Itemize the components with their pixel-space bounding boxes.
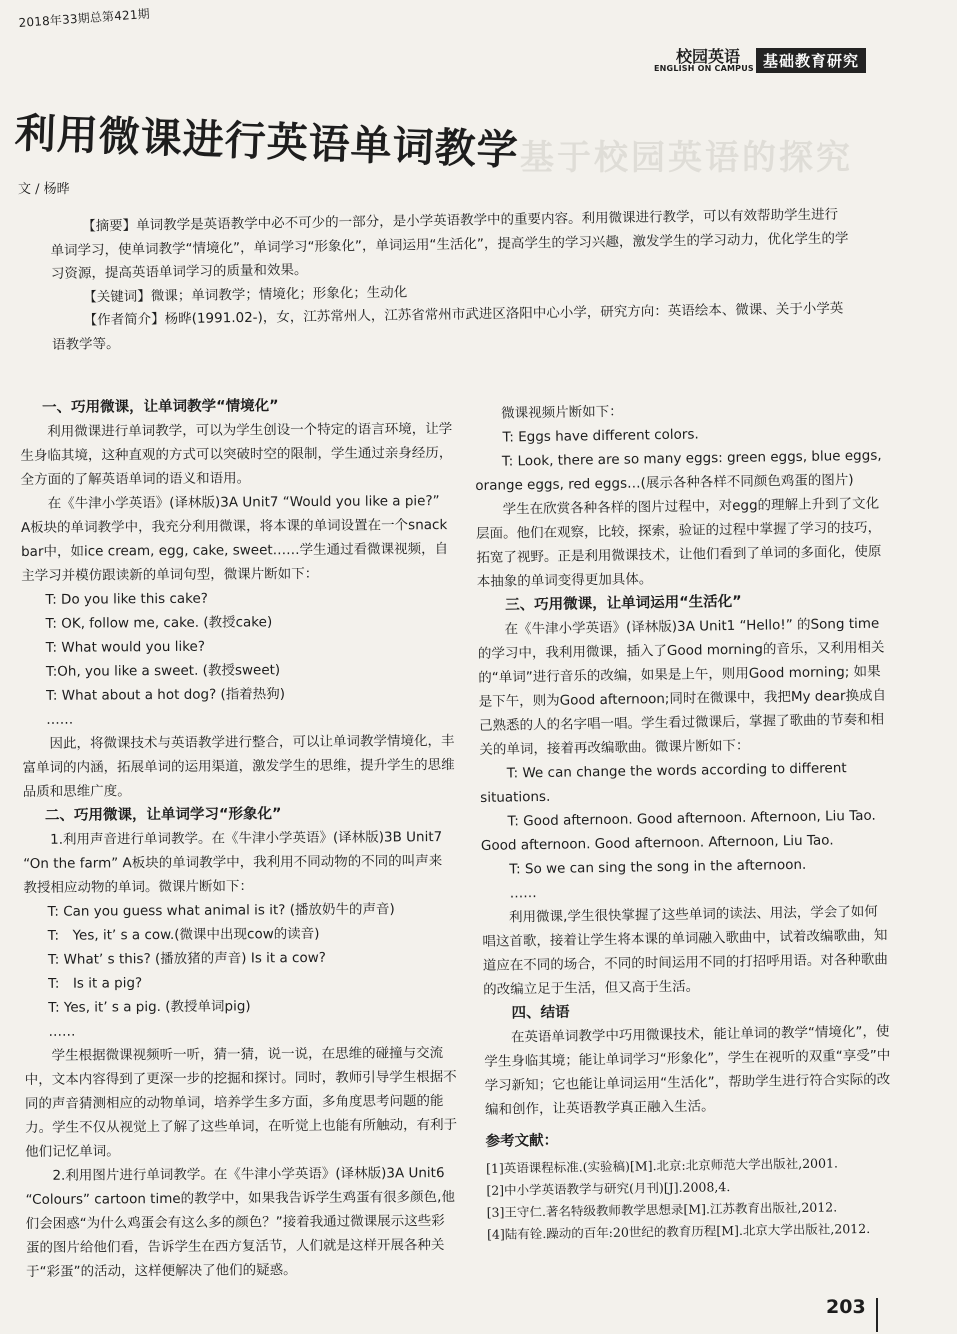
dialogue-line: T: Eggs have different colors. — [502, 426, 699, 446]
references — [485, 1124, 895, 1246]
paragraph: 利用微课,学生很快掌握了这些单词的读法、用法，学会了如何唱这首歌，接着让学生将本课的单词融入歌曲中，试着改编歌曲，知道应在不同的场合，不同的时间运用不同的打招呼用语。对各种歌曲的改编立足于生活，但又高于生活。 — [482, 903, 888, 998]
dialogue-line: T: So we can sing the song in the afternoon. — [509, 856, 807, 878]
ellipsis: …… — [48, 1023, 76, 1040]
right-column — [474, 396, 895, 1246]
reference-item: [2]中小学英语教学与研究(月刊)[J].2008,4. — [486, 1179, 731, 1198]
dialogue-line: T: Is it a pig? — [48, 975, 143, 992]
abstract-block — [50, 203, 852, 357]
reference-item: [4]陆有铨.躁动的百年:20世纪的教育历程[M].北京大学出版社,2012. — [486, 1220, 871, 1242]
paragraph: 因此，将微课技术与英语教学进行整合，可以让单词教学情境化，丰富单词的内涵，拓展单词的运用渠道，激发学生的思维，提升学生的思维品质和思维广度。 — [22, 732, 455, 800]
abstract-summary: 【摘要】单词教学是英语教学中必不可少的一部分，是小学英语教学中的重要内容。利用微课进行教学，可以有效帮助学生进行单词学习，使单词教学“情境化”，单词学习“形象化”，单词运用“生活化”，提高学生的学习兴趣，激发学生的学习动力，优化学生的学习资源，提高英语单词学习的质量和效果。 — [50, 206, 849, 282]
reference-item: [1]英语课程标准.(实验稿)[M].北京:北京师范大学出版社,2001. — [485, 1155, 839, 1176]
section-heading-4: 四、结语 — [511, 1004, 570, 1022]
issue-label: 2018年33期总第421期 — [18, 6, 151, 30]
references-heading: 参考文献： — [485, 1132, 559, 1150]
bleed-through-text: 基于校园英语的探究 — [520, 138, 853, 178]
paragraph: 在《牛津小学英语》(译林版)3A Unit1 “Hello!” 的Song time的学习中，我利用微课，插入了Good morning的音乐，又利用相关的“单词”进行音乐的改编，如果是上午，则用Good morning; 如果是下午，则为Good afternoon;同时在微课中，我把My dear换成自己熟悉的人的名字唱一唱。学生看过微课后，掌握了歌曲的节奏和相关的单词，接着再改编歌曲。微课片断如下： — [477, 615, 887, 758]
ellipsis: …… — [509, 885, 537, 902]
left-column — [20, 393, 458, 1284]
section-heading-2: 二、巧用微课，让单词学习“形象化” — [44, 806, 282, 824]
page-number: 203 — [826, 1296, 866, 1318]
journal-brand — [636, 44, 876, 78]
paragraph: 利用微课进行单词教学，可以为学生创设一个特定的语言环境，让学生身临其境，这种直观的方式可以突破时空的限制，学生通过亲身经历，全方面的了解英语单词的语义和语用。 — [20, 420, 453, 488]
page-number-rule — [876, 1298, 878, 1332]
dialogue-line: T:Oh, you like a sweet. (教授sweet) — [45, 662, 281, 680]
paragraph: 在英语单词教学中巧用微课技术，能让单词的教学“情境化”，使学生身临其境；能让单词学习“形象化”，学生在视听的双重“享受”中学习新知；它也能让单词运用“生活化”，帮助学生进行符合实际的改编和创作，让英语教学真正融入生活。 — [484, 1023, 891, 1118]
dialogue-line: T: What about a hot dog? (指着热狗) — [46, 686, 286, 704]
section-heading-3: 三、巧用微课，让单词运用“生活化” — [505, 593, 742, 614]
dialogue-line: T: Yes, it’ s a cow.(微课中出现cow的读音) — [47, 925, 320, 944]
dialogue-line: T: OK, follow me, cake. (教授cake) — [45, 614, 273, 632]
brand-name-en: ENGLISH ON CAMPUS — [654, 64, 754, 73]
dialogue-line: T: Yes, it’ s a pig. (教授单词pig) — [48, 998, 251, 1016]
section-badge: 基础教育研究 — [756, 48, 866, 73]
brand-name-cn: 校园英语 — [676, 47, 741, 66]
dialogue-line: T: What would you like? — [45, 638, 206, 656]
dialogue-line: T: Look, there are so many eggs: green eggs, blue eggs, orange eggs, red eggs…(展示各种各样不同颜色鸡蛋的图片) — [475, 447, 882, 494]
dialogue-line: T: Good afternoon. Good afternoon. Afternoon, Liu Tao. Good afternoon. Good afternoon. Afternoon, Liu Tao. — [480, 807, 876, 854]
paragraph: 2.利用图片进行单词教学。在《牛津小学英语》(译林版)3A Unit6 “Colours” cartoon time的教学中，如果我告诉学生鸡蛋有很多颜色,他们会困惑“为什么鸡蛋会有这么多的颜色？”接着我通过微课展示这些彩蛋的图片给他们看，告诉学生在西方复活节，人们就是这样开展各种关于“彩蛋”的活动，这样便解决了他们的疑惑。 — [25, 1165, 456, 1280]
dialogue-line: T: What’ s this? (播放猪的声音) Is it a cow? — [47, 949, 326, 968]
article-byline: 文 / 杨晔 — [18, 182, 70, 197]
section-heading-1: 一、巧用微课，让单词教学“情境化” — [42, 398, 279, 416]
article-title: 利用微课进行英语单词教学 — [14, 108, 520, 175]
paragraph: 学生根据微课视频听一听，猜一猜，说一说，在思维的碰撞与交流中，文本内容得到了更深一步的挖掘和探讨。同时，教师引导学生根据不同的声音猜测相应的动物单词，培养学生多方面，多角度思考问题的能力。学生不仅从视觉上了解了这些单词，在听觉上也能有所触动，有利于他们记忆单词。 — [24, 1045, 458, 1160]
ellipsis: …… — [46, 711, 74, 728]
dialogue-line: T: Can you guess what animal is it? (播放奶牛的声音) — [47, 901, 395, 920]
abstract-author: 【作者简介】杨晔(1991.02-)，女，江苏常州人，江苏省常州市武进区洛阳中心小学，研究方向：英语绘本、微课、关于小学英语教学等。 — [51, 300, 844, 353]
paragraph: 在《牛津小学英语》(译林版)3A Unit7 “Would you like a pie?” A板块的单词教学中，我充分利用微课，将本课的单词设置在一个snack bar中，如ice cream, egg, cake, sweet……学生通过看微课视频，自主学习并模仿跟读新的单词句型，微课片断如下： — [20, 493, 449, 584]
dialogue-line: T: Do you like this cake? — [45, 590, 208, 608]
dialogue-line: T: We can change the words according to different situations. — [480, 760, 847, 806]
paragraph: 学生在欣赏各种各样的图片过程中，对egg的理解上升到了文化层面。他们在观察，比较，探索，验证的过程中掌握了学习的技巧，拓宽了视野。正是利用微课技术，让他们看到了单词的多面化，使原本抽象的单词变得更加具体。 — [475, 495, 882, 590]
paragraph: 微课视频片断如下： — [501, 403, 623, 422]
reference-item: [3]王守仁.著名特级教师教学思想录[M].江苏教育出版社,2012. — [486, 1199, 838, 1220]
paragraph: 1.利用声音进行单词教学。在《牛津小学英语》(译林版)3B Unit7 “On the farm” A板块的单词教学中，我利用不同动物的不同的叫声来教授相应动物的单词。微课片断如下： — [23, 829, 443, 896]
abstract-keywords: 【关键词】微课；单词教学；情境化；形象化；生动化 — [83, 283, 408, 305]
